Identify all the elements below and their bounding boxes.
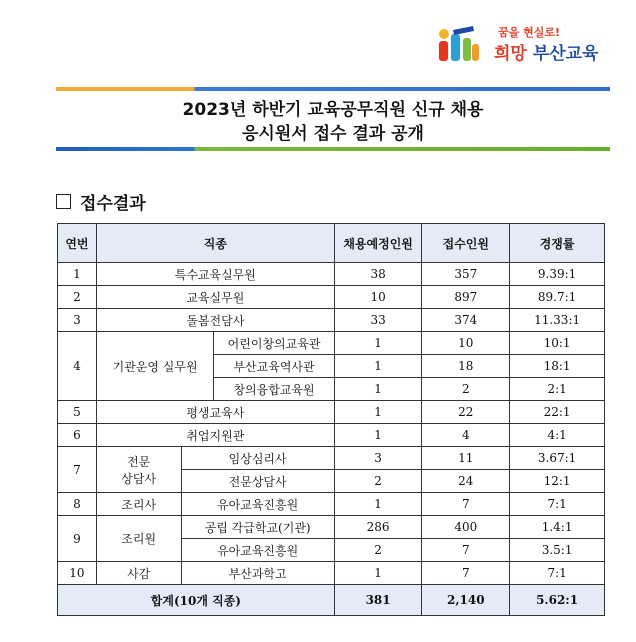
row-planned: 1 <box>334 562 422 585</box>
row-planned: 1 <box>334 493 422 516</box>
table-total-row <box>58 585 605 616</box>
header-job: 직종 <box>96 224 334 263</box>
row-job: 특수교육실무원 <box>96 263 334 286</box>
total-label: 합계(10개 직종) <box>58 585 335 616</box>
row-planned: 1 <box>334 424 422 447</box>
row-job: 부산교육역사관 <box>214 355 334 378</box>
page-title-line2: 응시원서 접수 결과 공개 <box>242 124 424 144</box>
table-row <box>58 516 605 539</box>
row-planned: 286 <box>334 516 422 539</box>
header-competition: 경쟁률 <box>510 224 605 263</box>
row-group-line1: 전문 <box>127 454 151 469</box>
row-applied: 357 <box>422 263 510 286</box>
row-planned: 2 <box>334 470 422 493</box>
row-applied: 4 <box>422 424 510 447</box>
table-header-row <box>58 224 605 263</box>
row-applied: 374 <box>422 309 510 332</box>
row-ratio: 11.33:1 <box>510 309 605 332</box>
row-applied: 7 <box>422 493 510 516</box>
row-ratio: 89.7:1 <box>510 286 605 309</box>
row-group: 조리사 <box>96 493 181 516</box>
title-top-bar <box>56 87 610 91</box>
section-heading-text: 접수결과 <box>80 194 146 214</box>
row-ratio: 2:1 <box>510 378 605 401</box>
row-group: 기관운영 실무원 <box>96 332 213 401</box>
row-planned: 38 <box>334 263 422 286</box>
logo-name-part1: 희망 <box>494 44 527 64</box>
row-no: 4 <box>58 332 97 401</box>
row-job: 취업지원관 <box>96 424 334 447</box>
row-planned: 2 <box>334 539 422 562</box>
row-planned: 3 <box>334 447 422 470</box>
row-job: 전문상담사 <box>181 470 334 493</box>
table-row <box>58 263 605 286</box>
table-row <box>58 309 605 332</box>
row-ratio: 22:1 <box>510 401 605 424</box>
row-ratio: 4:1 <box>510 424 605 447</box>
row-ratio: 7:1 <box>510 493 605 516</box>
page-title-line1: 2023년 하반기 교육공무직원 신규 채용 <box>182 100 484 120</box>
row-applied: 400 <box>422 516 510 539</box>
row-planned: 1 <box>334 355 422 378</box>
row-job: 유아교육진흥원 <box>181 539 334 562</box>
total-ratio: 5.62:1 <box>510 585 605 616</box>
row-applied: 10 <box>422 332 510 355</box>
row-applied: 2 <box>422 378 510 401</box>
table-row <box>58 562 605 585</box>
row-no: 5 <box>58 401 97 424</box>
row-job: 창의융합교육원 <box>214 378 334 401</box>
row-applied: 11 <box>422 447 510 470</box>
row-applied: 897 <box>422 286 510 309</box>
title-bottom-bar <box>56 147 610 151</box>
row-ratio: 18:1 <box>510 355 605 378</box>
row-applied: 7 <box>422 539 510 562</box>
table-row <box>58 332 605 355</box>
row-job: 어린이창의교육관 <box>214 332 334 355</box>
row-ratio: 12:1 <box>510 470 605 493</box>
row-group: 사감 <box>96 562 181 585</box>
row-applied: 24 <box>422 470 510 493</box>
square-bullet-icon <box>56 194 71 209</box>
row-group: 조리원 <box>96 516 181 562</box>
header-applied: 접수인원 <box>422 224 510 263</box>
row-no: 7 <box>58 447 97 493</box>
logo-mark-icon <box>436 24 482 66</box>
row-applied: 18 <box>422 355 510 378</box>
row-planned: 33 <box>334 309 422 332</box>
total-applied: 2,140 <box>422 585 510 616</box>
table-row <box>58 493 605 516</box>
row-job: 평생교육사 <box>96 401 334 424</box>
header-planned: 채용예정인원 <box>334 224 422 263</box>
row-job: 임상심리사 <box>181 447 334 470</box>
row-group-line2: 상담사 <box>121 471 157 486</box>
results-table <box>57 223 605 616</box>
row-job: 부산과학고 <box>181 562 334 585</box>
busan-education-logo <box>436 20 606 68</box>
row-job: 교육실무원 <box>96 286 334 309</box>
logo-name <box>494 39 598 64</box>
row-no: 6 <box>58 424 97 447</box>
row-planned: 1 <box>334 332 422 355</box>
logo-name-part2: 부산교육 <box>532 44 599 64</box>
row-ratio: 10:1 <box>510 332 605 355</box>
row-group <box>96 447 181 493</box>
row-ratio: 9.39:1 <box>510 263 605 286</box>
row-ratio: 7:1 <box>510 562 605 585</box>
table-row <box>58 401 605 424</box>
row-job: 유아교육진흥원 <box>181 493 334 516</box>
row-no: 1 <box>58 263 97 286</box>
section-heading <box>56 189 146 214</box>
row-job: 공립 각급학교(기관) <box>181 516 334 539</box>
row-ratio: 1.4:1 <box>510 516 605 539</box>
row-planned: 1 <box>334 378 422 401</box>
row-no: 2 <box>58 286 97 309</box>
row-no: 10 <box>58 562 97 585</box>
row-planned: 10 <box>334 286 422 309</box>
row-planned: 1 <box>334 401 422 424</box>
table-row <box>58 286 605 309</box>
row-no: 3 <box>58 309 97 332</box>
row-ratio: 3.67:1 <box>510 447 605 470</box>
row-job: 돌봄전담사 <box>96 309 334 332</box>
table-row <box>58 424 605 447</box>
table-row <box>58 447 605 470</box>
header-no: 연번 <box>58 224 97 263</box>
row-applied: 22 <box>422 401 510 424</box>
row-ratio: 3.5:1 <box>510 539 605 562</box>
total-planned: 381 <box>334 585 422 616</box>
row-no: 9 <box>58 516 97 562</box>
logo-slogan: 꿈을 현실로! <box>498 26 560 39</box>
row-applied: 7 <box>422 562 510 585</box>
row-no: 8 <box>58 493 97 516</box>
